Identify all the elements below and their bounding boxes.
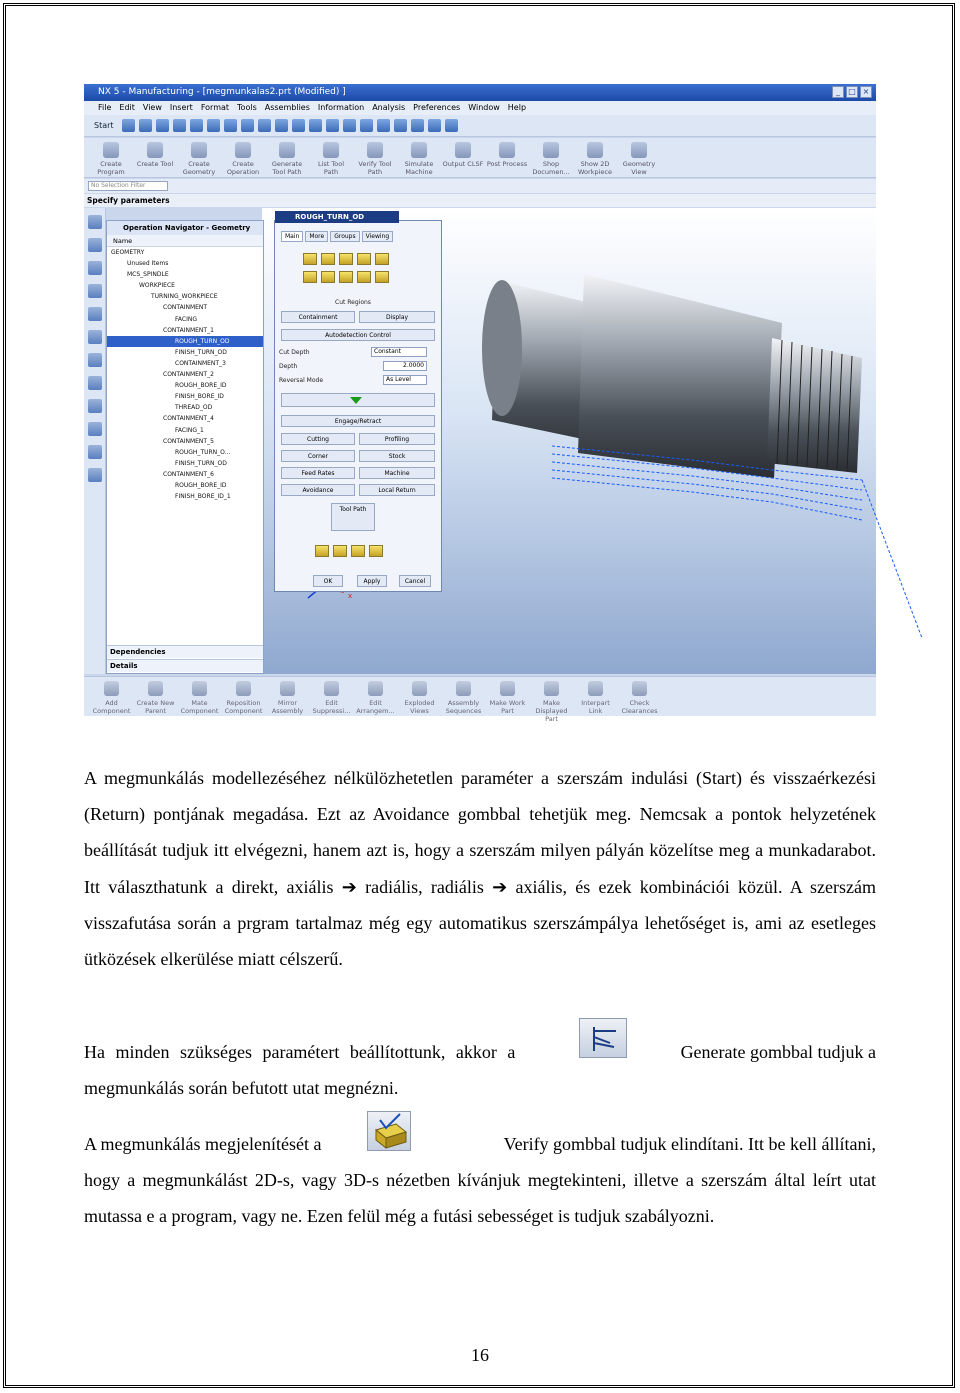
tree-item[interactable]: TURNING_WORKPIECE [151, 293, 218, 301]
copy-icon[interactable] [190, 119, 203, 132]
menu-tools[interactable]: Tools [237, 103, 257, 112]
menu-format[interactable]: Format [200, 103, 230, 112]
tree-item[interactable]: CONTAINMENT_1 [163, 326, 214, 334]
new-icon[interactable] [122, 119, 135, 132]
list-tool-path-button[interactable]: List Tool Path [310, 138, 352, 178]
mate-component-button[interactable]: Mate Component [178, 677, 221, 717]
depth-label: Depth [279, 363, 298, 370]
layer-icon[interactable] [394, 119, 407, 132]
check-clearances-button[interactable]: Check Clearances [618, 677, 661, 717]
avoidance-button[interactable]: Avoidance [281, 484, 355, 496]
resource-bar [84, 208, 106, 674]
create-tool-button[interactable]: Create Tool [134, 138, 176, 178]
tree-item[interactable]: ROUGH_TURN_O... [175, 448, 231, 456]
web-browser-icon[interactable] [88, 353, 102, 367]
paragraph-verify-rest: hogy a megmunkálást 2D-s, vagy 3D-s nézetben kívánjuk megtekinteni, illetve a szerszám által leírt utat mutassa e a program, vagy ne. Ezen felül még a futási sebességet is tudjuk szabályozni. [84, 1170, 876, 1227]
tab-viewing[interactable]: Viewing [362, 231, 394, 242]
replay-icon[interactable] [333, 545, 347, 557]
roles-icon[interactable] [88, 445, 102, 459]
tree-item[interactable]: FINISH_BORE_ID [175, 393, 224, 401]
system-scenes-icon[interactable] [88, 468, 102, 482]
generate-icon [579, 1018, 627, 1058]
cut-strategy-icons-top [303, 253, 389, 265]
verify-icon-graphic [368, 1112, 412, 1152]
shaft-face [482, 280, 522, 416]
strategy-icon[interactable] [357, 253, 371, 265]
tree-item-selected[interactable]: ROUGH_TURN_OD [107, 336, 263, 347]
analysis-icon[interactable] [428, 119, 441, 132]
cut-depth-select[interactable]: Constant [371, 347, 427, 357]
dialog-title: ROUGH_TURN_OD [275, 211, 399, 223]
strategy-icon[interactable] [357, 271, 371, 283]
cut-strategy-icons-bottom [303, 271, 389, 283]
strategy-icon[interactable] [375, 271, 389, 283]
window-title: NX 5 - Manufacturing - [megmunkalas2.prt (Modified) ] [98, 87, 346, 97]
tree-item[interactable]: FACING [175, 315, 197, 323]
cut-icon[interactable] [173, 119, 186, 132]
generate-icon[interactable] [315, 545, 329, 557]
paragraph-verify-after: Verify gombbal tudjuk elindítani. Itt be kell állítani, [503, 1134, 876, 1154]
part-navigator-icon[interactable] [88, 261, 102, 275]
paragraph-generate-before: Ha minden szükséges paramétert beállítottunk, akkor a [84, 1042, 516, 1062]
menu-view[interactable]: View [142, 103, 162, 112]
tree-item[interactable]: CONTAINMENT_3 [175, 359, 226, 367]
shaded-icon[interactable] [343, 119, 356, 132]
create-operation-button[interactable]: Create Operation [222, 138, 264, 178]
shaft-large-section [578, 274, 782, 478]
menu-file[interactable]: File [98, 103, 112, 112]
tree-item[interactable]: MCS_SPINDLE [127, 271, 169, 279]
standard-toolbar [84, 115, 876, 137]
manufacturing-toolbar [84, 138, 876, 178]
assembly-sequences-button[interactable]: Assembly Sequences [442, 677, 485, 717]
wireframe-icon[interactable] [360, 119, 373, 132]
cue-line: Specify parameters [84, 194, 876, 207]
output-clsf-button[interactable]: Output CLSF [442, 138, 484, 178]
mirror-assembly-button[interactable]: Mirror Assembly [266, 677, 309, 717]
dependencies-panel[interactable]: Dependencies [107, 645, 263, 658]
perspective-icon[interactable] [326, 119, 339, 132]
tool-path-group[interactable]: Tool Path [331, 503, 375, 531]
create-program-button[interactable]: Create Program [90, 138, 132, 178]
action-icons [315, 545, 383, 557]
tree-item[interactable]: WORKPIECE [139, 282, 175, 290]
maximize-button[interactable]: □ [846, 86, 858, 98]
cancel-button[interactable]: Cancel [399, 575, 431, 587]
create-new-parent-button[interactable]: Create New Parent [134, 677, 177, 717]
command-finder-icon[interactable] [241, 119, 254, 132]
corner-button[interactable]: Corner [281, 450, 355, 462]
stock-button[interactable]: Stock [359, 450, 435, 462]
window-titlebar [84, 84, 876, 101]
axis-x-label: x [348, 592, 353, 600]
paste-icon[interactable] [207, 119, 220, 132]
menu-information[interactable]: Information [317, 103, 365, 112]
interpart-link-button[interactable]: Interpart Link [574, 677, 617, 717]
make-work-part-button[interactable]: Make Work Part [486, 677, 529, 717]
close-button[interactable]: × [860, 86, 872, 98]
zoom-icon[interactable] [275, 119, 288, 132]
reversal-mode-label: Reversal Mode [279, 377, 324, 384]
operation-navigator [106, 220, 264, 674]
tree-item[interactable]: FINISH_BORE_ID_1 [175, 493, 231, 501]
strategy-icon[interactable] [303, 253, 317, 265]
menu-help[interactable]: Help [507, 103, 527, 112]
expand-arrow-icon [350, 397, 362, 404]
strategy-icon[interactable] [375, 253, 389, 265]
generate-tool-path-button[interactable]: Generate Tool Path [266, 138, 308, 178]
display-button[interactable]: Display [359, 311, 435, 323]
details-panel[interactable]: Details [107, 659, 263, 672]
tree-item[interactable]: ROUGH_BORE_ID [175, 382, 227, 390]
paragraph-verify-before: A megmunkálás megjelenítését a [84, 1134, 322, 1154]
cut-regions-label: Cut Regions [335, 299, 371, 306]
menu-edit[interactable]: Edit [119, 103, 135, 112]
tree-item[interactable]: ROUGH_BORE_ID [175, 481, 227, 489]
list-icon[interactable] [369, 545, 383, 557]
tab-groups[interactable]: Groups [330, 231, 359, 242]
strategy-icon[interactable] [339, 253, 353, 265]
start-button[interactable]: Start [94, 121, 114, 130]
edit-suppression-button[interactable]: Edit Suppressi... [310, 677, 353, 717]
generate-icon-graphic [580, 1019, 628, 1059]
view-orient-icon[interactable] [377, 119, 390, 132]
verify-icon [367, 1111, 411, 1151]
simulate-machine-button[interactable]: Simulate Machine [398, 138, 440, 178]
open-icon[interactable] [139, 119, 152, 132]
menu-preferences[interactable]: Preferences [413, 103, 461, 112]
geometry-view-button[interactable]: Geometry View [618, 138, 660, 178]
dialog-tabs [281, 231, 393, 242]
pan-icon[interactable] [292, 119, 305, 132]
tree-item[interactable]: THREAD_OD [175, 404, 213, 412]
create-geometry-button[interactable]: Create Geometry [178, 138, 220, 178]
tree-item[interactable]: FACING_1 [175, 426, 204, 434]
verify-icon[interactable] [351, 545, 365, 557]
tree-item[interactable]: FINISH_TURN_OD [175, 459, 227, 467]
add-component-button[interactable]: Add Component [90, 677, 133, 717]
depth-input[interactable]: 2.0000 [383, 361, 427, 371]
constraint-navigator-icon[interactable] [88, 238, 102, 252]
cut-depth-label: Cut Depth [279, 349, 310, 356]
shop-documentation-button[interactable]: Shop Documen... [530, 138, 572, 178]
rough-turn-dialog [274, 213, 442, 592]
strategy-icon[interactable] [321, 253, 335, 265]
page-number: 16 [471, 1345, 489, 1365]
show-2d-workpiece-button[interactable]: Show 2D Workpiece [574, 138, 616, 178]
ok-button[interactable]: OK [313, 575, 343, 587]
apply-button[interactable]: Apply [357, 575, 387, 587]
post-process-button[interactable]: Post Process [486, 138, 528, 178]
nx-screenshot [84, 84, 876, 723]
tree-item[interactable]: CONTAINMENT_6 [163, 470, 214, 478]
strategy-icon[interactable] [303, 271, 317, 283]
measure-icon[interactable] [411, 119, 424, 132]
process-studio-icon[interactable] [88, 422, 102, 436]
assemblies-toolbar [84, 676, 876, 723]
paragraph-generate-line2: megmunkálás során befutott utat megnézni. [84, 1078, 399, 1098]
menu-analysis[interactable]: Analysis [372, 103, 406, 112]
save-icon[interactable] [156, 119, 169, 132]
menu-window[interactable]: Window [468, 103, 500, 112]
navigator-title: Operation Navigator - Geometry [107, 221, 263, 235]
tree-item[interactable]: GEOMETRY [111, 249, 145, 256]
local-return-button[interactable]: Local Return [359, 484, 435, 496]
selection-filter[interactable]: No Selection Filter [88, 181, 168, 191]
tab-more[interactable]: More [305, 231, 328, 242]
tree-item[interactable]: FINISH_TURN_OD [175, 348, 227, 356]
tree-item[interactable]: CONTAINMENT_5 [163, 437, 214, 445]
machine-button[interactable]: Machine [359, 467, 435, 479]
engage-retract-button[interactable]: Engage/Retract [281, 415, 435, 427]
navigator-tree [107, 247, 263, 502]
minimize-button[interactable]: _ [832, 86, 844, 98]
reuse-library-icon[interactable] [88, 330, 102, 344]
tree-item[interactable]: Unused Items [127, 260, 169, 268]
feed-rates-button[interactable]: Feed Rates [281, 467, 355, 479]
strategy-icon[interactable] [339, 271, 353, 283]
autodetection-button[interactable]: Autodetection Control [281, 329, 435, 341]
undo-icon[interactable] [224, 119, 237, 132]
profiling-button[interactable]: Profiling [359, 433, 435, 445]
cutting-button[interactable]: Cutting [281, 433, 355, 445]
selection-icon[interactable] [445, 119, 458, 132]
reversal-mode-select[interactable]: As Level [383, 375, 427, 385]
menu-bar [84, 101, 876, 115]
tool-path [552, 446, 922, 638]
assembly-navigator-icon[interactable] [88, 215, 102, 229]
rotate-icon[interactable] [309, 119, 322, 132]
menu-insert[interactable]: Insert [169, 103, 193, 112]
selection-bar [84, 179, 876, 193]
tree-item[interactable]: CONTAINMENT [163, 304, 208, 312]
strategy-icon[interactable] [321, 271, 335, 283]
paragraph-generate-after: Generate gombbal tudjuk a [680, 1042, 876, 1062]
tree-item[interactable]: CONTAINMENT_4 [163, 415, 214, 423]
paragraph-avoidance: A megmunkálás modellezéséhez nélkülözhetetlen paraméter a szerszám indulási (Start) és visszaérkezési (Return) pontjának megadása. Ezt az Avoidance gombbal tehetjük meg. Nemcsak a pontok helyzetének beállítását tudjuk itt elvégezni, hanem azt is, hogy a szerszám milyen pályán közelítse meg a munkadarabot. Itt választhatunk a direkt, axiális ➔ radiális, radiális ➔ axiális, és ezek kombinációi közül. A szerszám visszafutása során a prgram tartalmaz még egy automatikus szerszámpálya lehetőséget is, ami az esetleges ütközések elkerülése miatt célszerű. [84, 768, 876, 970]
tree-item[interactable]: CONTAINMENT_2 [163, 371, 214, 379]
fit-icon[interactable] [258, 119, 271, 132]
system-materials-icon[interactable] [88, 399, 102, 413]
make-displayed-part-button[interactable]: Make Displayed Part [530, 677, 573, 717]
menu-assemblies[interactable]: Assemblies [264, 103, 310, 112]
navigator-column-name[interactable]: Name [107, 235, 263, 247]
exploded-views-button[interactable]: Exploded Views [398, 677, 441, 717]
machine-tool-navigator-icon[interactable] [88, 307, 102, 321]
verify-tool-path-button[interactable]: Verify Tool Path [354, 138, 396, 178]
reposition-component-button[interactable]: Reposition Component [222, 677, 265, 717]
edit-arrangement-button[interactable]: Edit Arrangem... [354, 677, 397, 717]
operation-navigator-icon[interactable] [88, 284, 102, 298]
history-icon[interactable] [88, 376, 102, 390]
tab-main[interactable]: Main [281, 231, 303, 242]
containment-button[interactable]: Containment [281, 311, 355, 323]
